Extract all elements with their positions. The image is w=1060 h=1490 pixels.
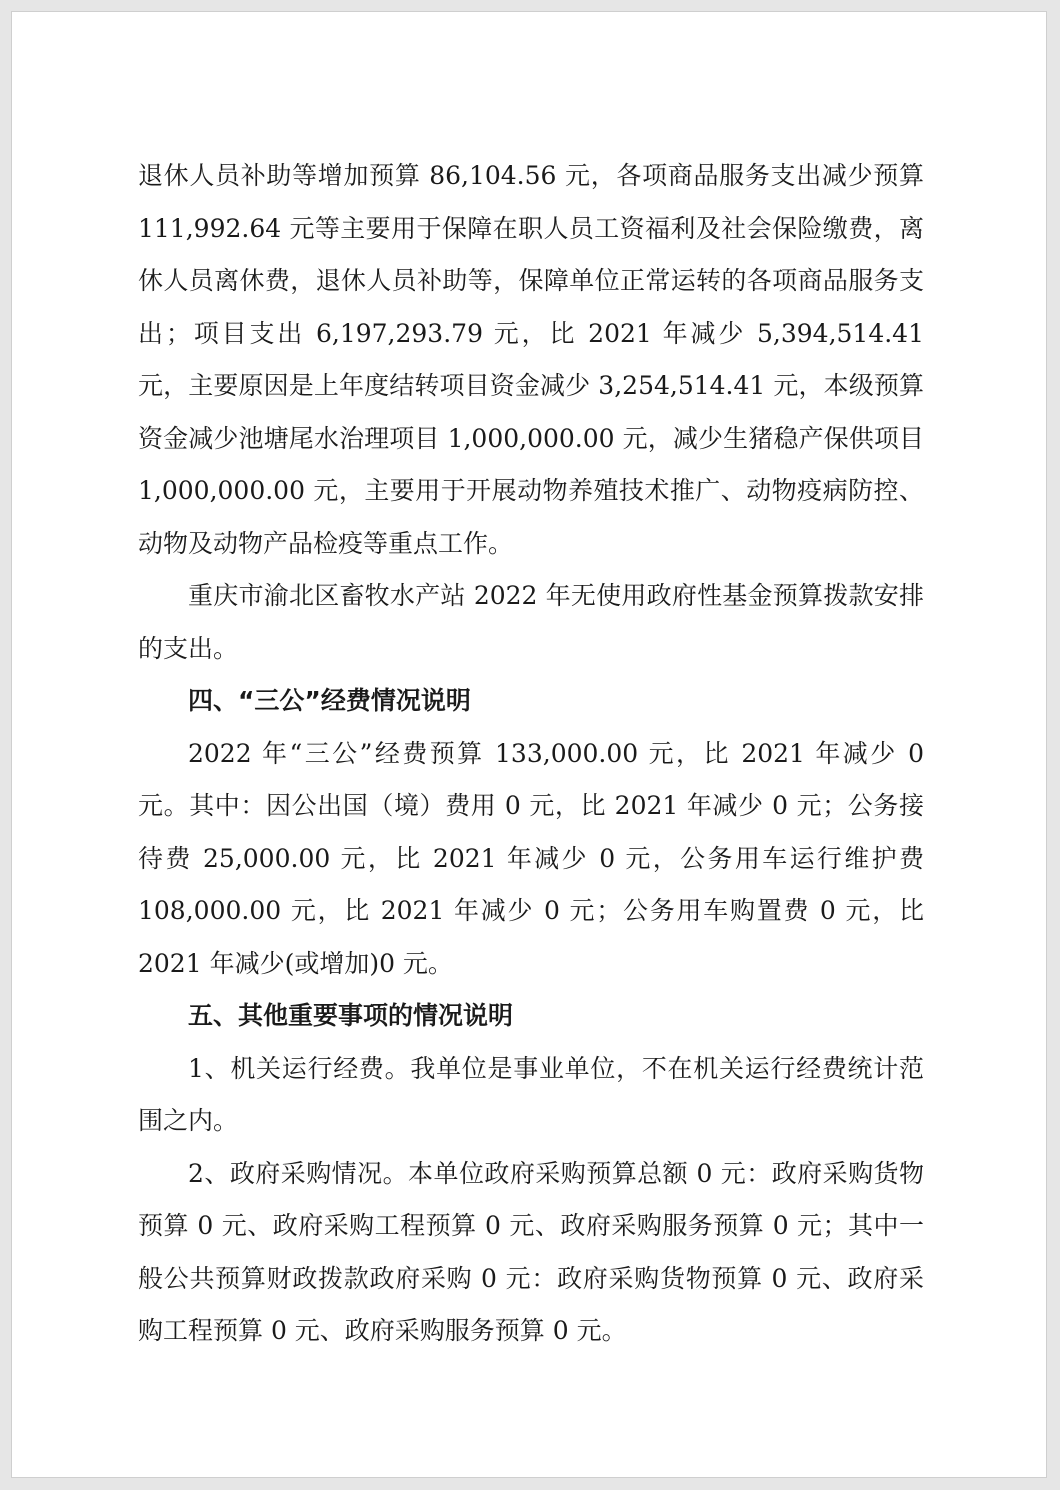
paragraph-government-procurement: 2、政府采购情况。本单位政府采购预算总额 0 元：政府采购货物预算 0 元、政府采购工程预算 0 元、政府采购服务预算 0 元；其中一般公共预算财政拨款政府采购 0 元：政府采购货物预算 0 元、政府采购工程预算 0 元、政府采购服务预算 0 元。 [138, 1158, 924, 1345]
paragraph-government-fund: 重庆市渝北区畜牧水产站 2022 年无使用政府性基金预算拨款安排的支出。 [138, 581, 924, 663]
paragraph-budget-continuation: 退休人员补助等增加预算 86,104.56 元，各项商品服务支出减少预算 111,992.64 元等主要用于保障在职人员工资福利及社会保险缴费，离休人员离休费，退休人员补助等，保障单位正常运转的各项商品服务支出；项目支出 6,197,293.79 元，比 2021 年减少 5,394,514.41 元，主要原因是上年度结转项目资金减少 3,254,514.41 元，本级预算资金减少池塘尾水治理项目 1,000,000.00 元，减少生猪稳产保供项目 1,000,000.00 元，主要用于开展动物养殖技术推广、动物疫病防控、动物及动物产品检疫等重点工作。 [138, 161, 924, 558]
paragraph-operating-expenses: 1、机关运行经费。我单位是事业单位，不在机关运行经费统计范围之内。 [138, 1053, 924, 1135]
document-body [138, 150, 924, 1358]
section-heading-three-public: 四、“三公”经费情况说明 [188, 686, 471, 715]
section-heading-other-matters: 五、其他重要事项的情况说明 [188, 1001, 514, 1030]
paragraph-three-public-expenses: 2022 年“三公”经费预算 133,000.00 元，比 2021 年减少 0 元。其中：因公出国（境）费用 0 元，比 2021 年减少 0 元；公务接待费 25,000.00 元，比 2021 年减少 0 元，公务用车运行维护费 108,000.00 元，比 2021 年减少 0 元；公务用车购置费 0 元，比 2021 年减少(或增加)0 元。 [138, 738, 924, 978]
document-page [11, 11, 1047, 1478]
